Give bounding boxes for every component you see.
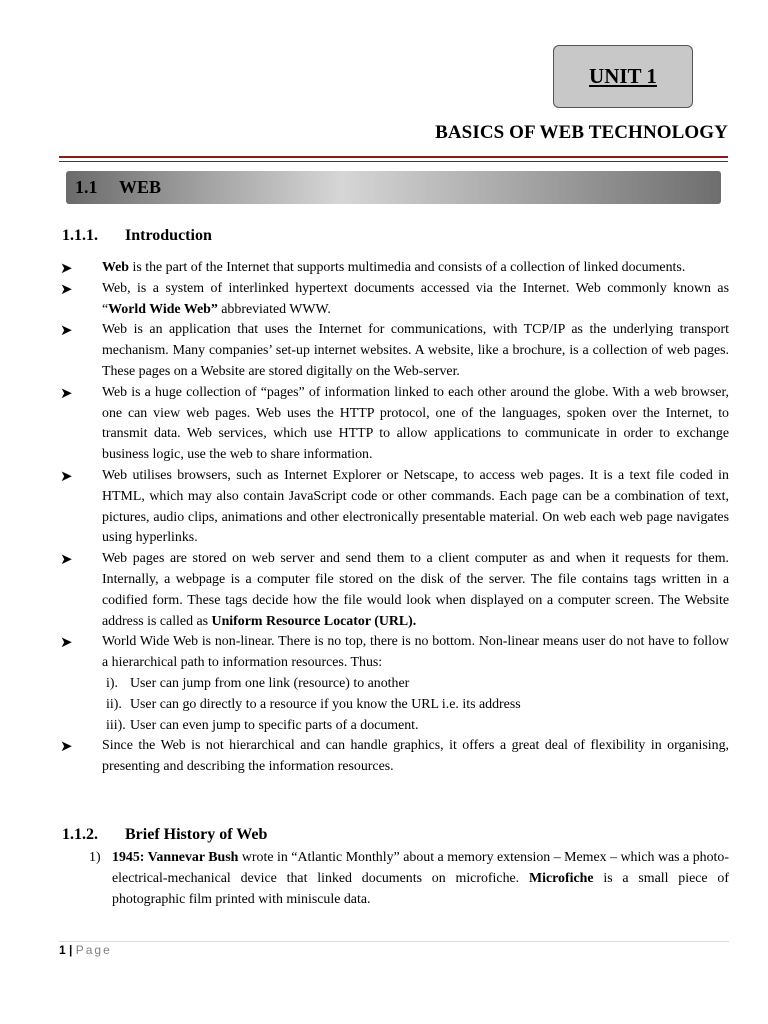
title-rule-thick <box>59 156 728 158</box>
body-text: Web is an application that uses the Internet for communications, with TCP/IP as the underlying transport mechanism. Many companies’ set-up internet websites. A website, like a brochure, is a collection of web pages. These pages on a Website are stored digitally on the Web-server. <box>102 322 729 379</box>
arrow-bullet-icon: ➤ <box>60 259 73 277</box>
document-title: BASICS OF WEB TECHNOLOGY <box>435 122 728 143</box>
history-item-marker: 1) <box>89 850 101 865</box>
history-title: Brief History of Web <box>125 826 268 843</box>
intro-bullet-list <box>60 258 729 778</box>
arrow-bullet-icon: ➤ <box>60 383 73 402</box>
footer-separator: | <box>69 943 73 957</box>
bold-text: Microfiche <box>528 870 594 886</box>
body-text: abbreviated WWW. <box>217 301 331 317</box>
arrow-bullet-icon: ➤ <box>60 279 73 298</box>
intro-heading <box>62 227 212 245</box>
body-text: Web, is a system of interlinked hypertext documents accessed via the Internet. Web commonly known as “ <box>102 280 729 317</box>
bullet-item <box>60 632 729 674</box>
sub-list-marker: iii). <box>106 717 126 733</box>
section-number: 1.1 <box>75 177 98 197</box>
history-number: 1.1.2. <box>62 826 98 843</box>
sub-list-marker: i). <box>106 675 118 691</box>
body-text: Web pages are stored on web server and send them to a client computer as and when it requests for them. Internally, a webpage is a computer file stored on the disk of the server. The file contains tags written in a codified form. These tags decide how the file would look when displayed on a computer screen. The Website address is called as <box>102 551 729 629</box>
intro-title: Introduction <box>125 227 212 244</box>
bullet-item <box>60 383 729 466</box>
unit-label: UNIT 1 <box>589 64 657 88</box>
bullet-item <box>60 279 729 321</box>
history-list <box>85 848 729 910</box>
sub-list-item <box>60 674 729 695</box>
sub-list-text: User can jump from one link (resource) to another <box>130 675 410 691</box>
arrow-bullet-icon: ➤ <box>60 633 73 652</box>
section-title: WEB <box>119 177 162 197</box>
history-item <box>85 848 729 910</box>
bullet-item <box>60 549 729 632</box>
page-word: Page <box>75 943 112 957</box>
body-text: Web is a huge collection of “pages” of information linked to each other around the globe. With a web browser, one can view web pages. Web uses the HTTP protocol, one of the languages, spoken over the Internet, to transmit data. Web services, which use HTTP to allow applications to communicate in order to exchange business logic, use the web to share information. <box>102 384 729 463</box>
bold-text: Web <box>102 260 130 275</box>
unit-label-box <box>553 45 693 108</box>
bullet-item <box>60 320 729 382</box>
bold-text: Uniform Resource Locator (URL). <box>211 613 417 629</box>
body-text: wrote in “Atlantic Monthly” about a memory extension – Memex – which was a photo-electrical-mechanical device that linked documents on microfiche. <box>112 850 729 886</box>
body-text: is the part of the Internet that supports multimedia and consists of a collection of linked documents. <box>129 260 686 275</box>
title-rule-thin <box>59 161 728 162</box>
arrow-bullet-icon: ➤ <box>60 550 73 569</box>
sub-list-item <box>60 695 729 716</box>
sub-list-text: User can go directly to a resource if you know the URL i.e. its address <box>130 696 521 712</box>
page-number: 1 <box>59 943 66 957</box>
body-text: World Wide Web is non-linear. There is no top, there is no bottom. Non-linear means user do not have to follow a hierarchical path to information resources. Thus: <box>102 634 729 671</box>
bold-text: World Wide Web” <box>108 301 218 317</box>
bold-text: 1945: Vannevar Bush <box>112 850 239 865</box>
intro-number: 1.1.1. <box>62 227 98 244</box>
sub-list-marker: ii). <box>106 696 122 712</box>
body-text: is a small piece of photographic film printed with miniscule data. <box>112 870 729 907</box>
sub-list-item <box>60 716 729 737</box>
page-footer <box>59 943 112 957</box>
bullet-item <box>60 466 729 549</box>
bullet-item <box>60 258 729 279</box>
body-text: Web utilises browsers, such as Internet Explorer or Netscape, to access web pages. It is a text file coded in HTML, which may also contain JavaScript code or other commands. Each page can be a combination of text, pictures, audio clips, animations and other electronically presentable material. On web each web page navigates using hyperlinks. <box>102 467 729 546</box>
section-heading-bar <box>66 171 721 204</box>
body-text: Since the Web is not hierarchical and can handle graphics, it offers a great deal of flexibility in organising, presenting and describing the information resources. <box>102 738 729 775</box>
footer-divider <box>59 941 729 942</box>
history-heading <box>62 826 267 844</box>
sub-list-text: User can even jump to specific parts of a document. <box>130 717 419 733</box>
bullet-item <box>60 736 729 778</box>
arrow-bullet-icon: ➤ <box>60 466 73 485</box>
arrow-bullet-icon: ➤ <box>60 737 73 756</box>
arrow-bullet-icon: ➤ <box>60 321 73 340</box>
